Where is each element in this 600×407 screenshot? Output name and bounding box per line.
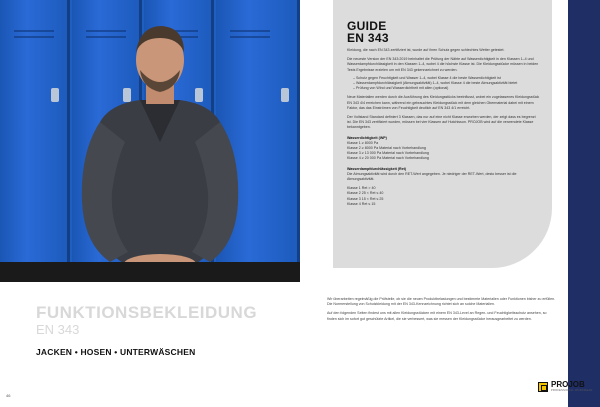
logo-tagline: PROFESSIONAL WORKWEAR — [551, 389, 593, 392]
list-item: Klasse 1 ≥ 8000 Pa — [347, 140, 379, 145]
list-item: Klasse 3 15 < Ret ≤ 25 — [347, 196, 384, 201]
page-number: 46 — [6, 393, 11, 398]
logo-mark-icon — [538, 382, 548, 392]
guide-panel — [333, 0, 552, 268]
guide-title: GUIDE EN 343 — [347, 19, 389, 45]
guide-body — [347, 48, 540, 207]
list-item: – Schutz gegen Feuchtigkeit und Wasser 1–4, wobei Klasse 4 die beste Wasserdichtigkeit ist — [353, 76, 540, 81]
breathability-text: Die Atmungsaktivität wird durch den RET-Wert angegeben. Je niedriger der RET-Wert, desto besser ist die Atmungsaktivität. — [347, 171, 517, 182]
intro-text — [327, 297, 557, 326]
guide-paragraph: Neue Materialien werden durch die Ausführung des Kleidungsstücks beeinflusst, wobei ein zugelassenes Kleidungsstück EN 343 4/4 erreichen kann, während ein gebrauchtes Kleidungsstück mit dem gleichen Obermaterial dabei mit einem Faktor, das das Einströmen von Feuchtigkeit deutlich auf EN 343 4/1 erreicht. — [347, 95, 540, 110]
side-strip — [568, 0, 600, 407]
bench — [0, 262, 300, 282]
list-item: Klasse 4 Ret ≤ 15 — [347, 201, 376, 206]
breathability-classes — [347, 186, 540, 207]
list-item: – Prüfung von Wind und Wasserdichtheit mit allen (optional) — [353, 86, 540, 91]
person-in-base-layer — [70, 12, 250, 282]
list-item: Klasse 2 ≥ 8000 Pa Material nach Vorbehandlung — [347, 146, 426, 151]
intro-paragraph: Auf den folgenden Seiten findest uns mit allen Kleidungsstücken mit einem EN 343-Level an Regen- und Feuchtigkeitsschutz ansehen, so finden sich im sofort gut geschützte Artikel, die sie verbessert, was sie messen der Kleidungsstücke herausgearbeitet zu werden. — [327, 311, 547, 321]
list-item: Klasse 4 ≥ 20 000 Pa Material nach Vorbehandlung — [347, 156, 429, 161]
list-item: Klasse 1 Ret > 40 — [347, 186, 376, 191]
section-tagline: JACKEN • HOSEN • UNTERWÄSCHEN — [36, 347, 196, 357]
locker-door — [0, 0, 70, 282]
waterproof-heading: Wasserdichtigkeit (WP) — [347, 135, 387, 140]
section-subtitle: EN 343 — [36, 322, 80, 337]
projob-logo — [538, 381, 593, 392]
list-item: Klasse 3 ≥ 13 000 Pa Material nach Vorbehandlung — [347, 151, 429, 156]
hero-photo — [0, 0, 300, 282]
guide-paragraph: Die neueste Version der EN 343:2019 beinhaltet die Prüfung der Nähte auf Wasserdichtigkeit in den Klassen 1–4 und Wasserdampfdurchlässigkeit in den Klassen 1–4, wobei 4 die höchste Klasse ist. Die Kleidungsstücke müssen in beiden Tests Ergebnisse erzielen um mit EN 343 gekennzeichnet zu werden. — [347, 57, 539, 72]
section-title: FUNKTIONSBEKLEIDUNG — [36, 303, 258, 322]
list-item: – Wasserdampfdurchlässigkeit (Atmungsaktivität) 1–4, wobei Klasse 4 die beste Atmungsaktivität bietet — [353, 81, 540, 86]
guide-paragraph: Der Vollstand Standard definiert 3 Klassen, das nur auf eine nicht Klasse erworben werden, der zeigt dass es begrenzt ist. Die EN 343 zertifiziert wurden, müssen bei vier Klassen auf Hutchisson. PROJOB wird auf die verwendete Klasse bekanntgeben. — [347, 115, 536, 130]
waterproof-classes — [347, 141, 540, 162]
guide-bullet-list — [347, 76, 540, 92]
logo-name: PROJOB — [551, 380, 585, 389]
intro-paragraph: Wir überarbeiten regelmäßig die Prüfstelle, ob sie die neuen Produktbelastungen und bestimmte Materialien oder Funktionen bisher zu erfüllen. Die Normerstellung von Schutzkleidung mit der EN 343-Kennzeichnung richtet sich an solche Materialien. — [327, 297, 556, 307]
guide-paragraph: Kleidung, die nach EN 343 zertifiziert ist, wurde auf ihren Schutz gegen schlechtes Wetter getestet. — [347, 48, 505, 52]
list-item: Klasse 2 25 < Ret ≤ 40 — [347, 191, 384, 196]
breathability-heading: Wasserdampfdurchlässigkeit (Ret) — [347, 166, 406, 171]
